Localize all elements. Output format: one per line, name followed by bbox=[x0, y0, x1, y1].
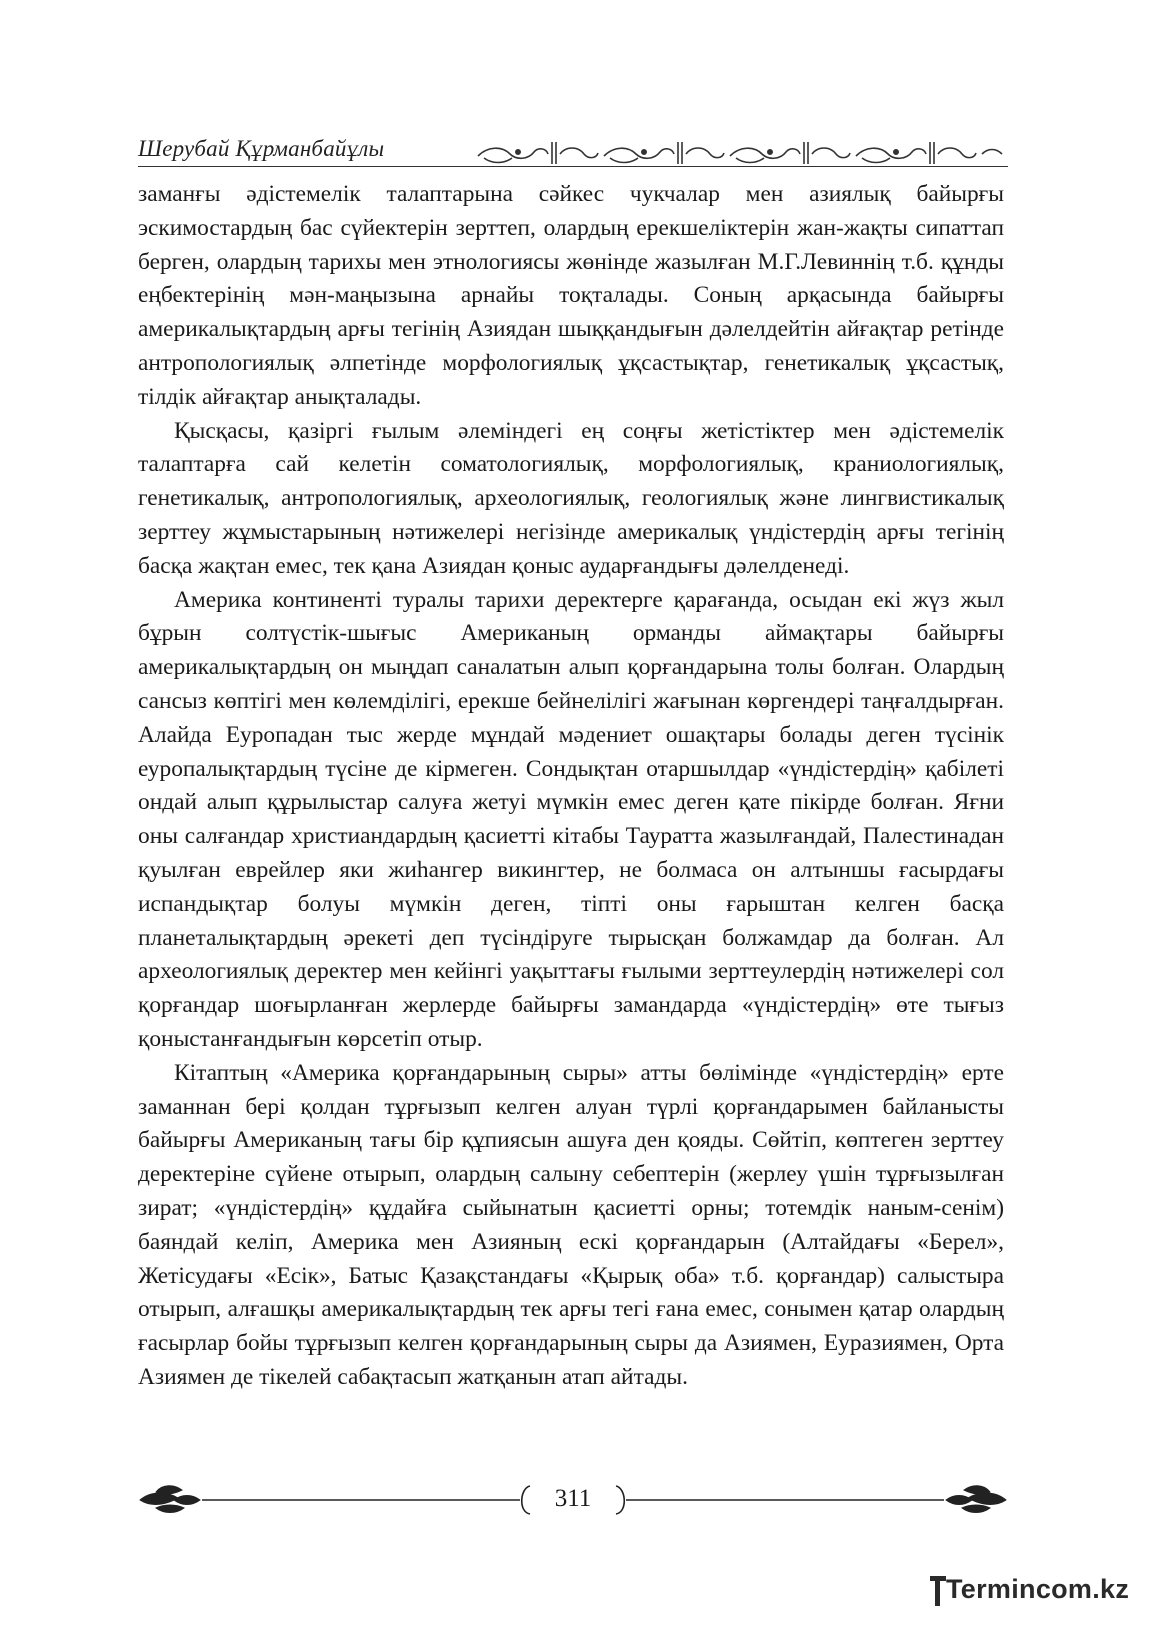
watermark-text: Termincom.kz bbox=[946, 1574, 1130, 1604]
watermark bbox=[928, 1572, 1128, 1612]
paragraph-1: заманғы әдістемелік талаптарына сәйкес чукчалар мен азиялық байырғы эскимостардың бас сүйектерін зерттеп, олардың ерекшеліктерін жан-жақты сипаттап берген, олардың тарихы мен этнологиясы жөнінде жазылған М.Г.Левиннің т.б. құнды еңбектерінің мән-маңызына арнайы тоқталады. Соның арқасында байырғы америкалықтардың арғы тегінің Азиядан шыққандығын дәлелдейтін айғақтар ретінде антропологиялық әлпетінде морфологиялық ұқсастықтар, генетикалық ұқсастық, тілдік айғақтар анықталады. bbox=[138, 181, 1004, 410]
header-author: Шерубай Құрманбайұлы bbox=[138, 136, 385, 161]
paragraph-3: Америка континенті туралы тарихи деректерге қарағанда, осыдан екі жүз жыл бұрын солтүстік-шығыс Американың орманды аймақтары байырғы америкалықтардың он мыңдап саналатын алып қорғандарына толы болған. Олардың сансыз көптігі мен көлемділігі, ерекше бейнелілігі жағынан көргендері таңғалдырған. Алайда Еуропадан тыс жерде мұндай мәдениет ошақтары болады деген түсінік еуропалықтардың түсіне де кірмеген. Сондықтан отаршылдар «үндістердің» қабілеті ондай алып құрылыстар салуға жетуі мүмкін емес деген қате пікірде болған. Яғни оны салғандар христиандардың қасиетті кітабы Тауратта жазылғандай, Палестинадан қуылған еврейлер яки жиһангер викингтер, не болмаса он алтыншы ғасырдағы испандықтар болуы мүмкін деген, тіпті оны ғарыштан келген басқа планеталықтардың әрекеті деп түсіндіруге тырысқан болжамдар да болған. Ал археологиялық деректер мен кейінгі уақыттағы ғылыми зерттеулердің нәтижелері сол қорғандар шоғырланған жерлерде байырғы замандарда «үндістердің» өте тығыз қоныстанғандығын көрсетіп отыр. bbox=[138, 586, 1004, 1052]
header-ornament-icon bbox=[476, 138, 1006, 168]
page-number: 311 bbox=[554, 1485, 592, 1512]
page-footer bbox=[138, 1478, 1008, 1528]
body-text bbox=[138, 178, 1004, 1395]
watermark-logo-icon bbox=[928, 1572, 948, 1608]
paragraph-2: Қысқасы, қазіргі ғылым әлеміндегі ең соңғы жетістіктер мен әдістемелік талаптарға сай келетін соматологиялық, морфологиялық, краниологиялық, генетикалық, антропологиялық, археологиялық, геологиялық және лингвистикалық зерттеу жұмыстарының нәтижелері негізінде америкалық үндістердің арғы тегінің басқа жақтан емес, тек қана Азиядан қоныс аударғандығы дәлелденеді. bbox=[138, 417, 1004, 579]
header-divider bbox=[138, 166, 1008, 167]
running-header bbox=[138, 132, 1008, 174]
paragraph-4: Кітаптың «Америка қорғандарының сыры» атты бөлімінде «үндістердің» ерте заманнан бері қолдан тұрғызып келген алуан түрлі қорғандарымен байланысты байырғы Американың тағы бір құпиясын ашуға ден қояды. Сөйтіп, көптеген зерттеу деректеріне сүйене отырып, олардың салыну себептерін (жерлеу үшін тұрғызылған зират; «үндістердің» құдайға сыйынатын қасиетті орны; тотемдік наным-сенім) баяндай келіп, Америка мен Азияның ескі қорғандарын (Алтайдағы «Берел», Жетісудағы «Есік», Батыс Қазақстандағы «Қырық оба» т.б. қорғандар) салыстыра отырып, алғашқы америкалықтардың тек арғы тегі ғана емес, сонымен қатар олардың ғасырлар бойы тұрғызып келген қорғандарының сыры да Азиямен, Еуразиямен, Орта Азиямен де тікелей сабақтасып жатқанын атап айтады. bbox=[138, 1059, 1004, 1390]
